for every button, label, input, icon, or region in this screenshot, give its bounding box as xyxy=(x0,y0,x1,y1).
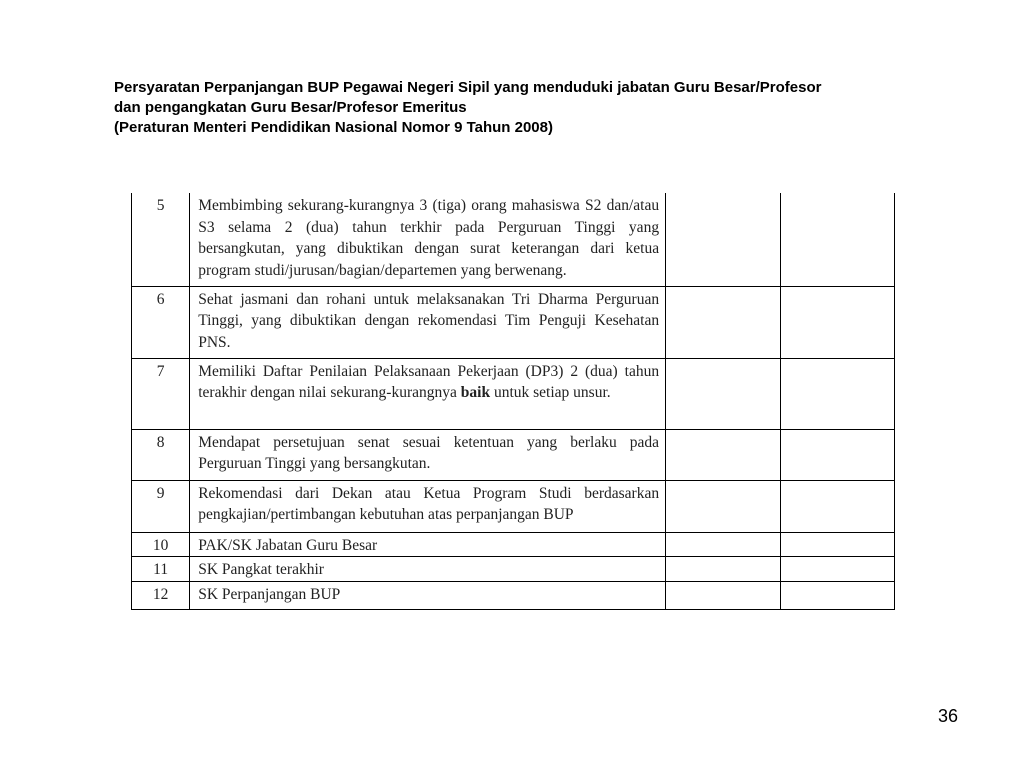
check-cell xyxy=(780,532,894,557)
row-number: 6 xyxy=(132,286,190,358)
check-cell xyxy=(780,557,894,582)
row-number: 10 xyxy=(132,532,190,557)
check-cell xyxy=(780,193,894,286)
table-row xyxy=(132,581,895,609)
table-row xyxy=(132,193,895,286)
check-cell xyxy=(666,532,780,557)
check-cell xyxy=(666,429,780,480)
row-text-part: Memiliki Daftar Penilaian Pelaksanaan Pekerjaan (DP3) 2 (dua) tahun terakhir dengan nilai sekurang-kurangnya xyxy=(198,362,660,401)
table-row xyxy=(132,480,895,532)
table-row xyxy=(132,557,895,582)
row-text-part: untuk setiap unsur. xyxy=(490,384,611,401)
check-cell xyxy=(780,581,894,609)
check-cell xyxy=(666,581,780,609)
table-row xyxy=(132,429,895,480)
row-description: Sehat jasmani dan rohani untuk melaksanakan Tri Dharma Perguruan Tinggi, yang dibuktikan dengan rekomendasi Tim Penguji Kesehatan PNS. xyxy=(190,286,666,358)
title-line-3: (Peraturan Menteri Pendidikan Nasional Nomor 9 Tahun 2008) xyxy=(114,119,553,136)
title-line-1: Persyaratan Perpanjangan BUP Pegawai Negeri Sipil yang menduduki jabatan Guru Besar/Profesor xyxy=(114,79,822,96)
check-cell xyxy=(666,557,780,582)
check-cell xyxy=(780,358,894,429)
check-cell xyxy=(666,193,780,286)
row-number: 12 xyxy=(132,581,190,609)
title-line-2: dan pengangkatan Guru Besar/Profesor Emeritus xyxy=(114,99,467,116)
table-row xyxy=(132,532,895,557)
row-description: SK Perpanjangan BUP xyxy=(190,581,666,609)
row-description: Rekomendasi dari Dekan atau Ketua Program Studi berdasarkan pengkajian/pertimbangan kebutuhan atas perpanjangan BUP xyxy=(190,480,666,532)
row-number: 7 xyxy=(132,358,190,429)
check-cell xyxy=(666,480,780,532)
slide-title xyxy=(114,78,954,138)
check-cell xyxy=(780,286,894,358)
row-number: 9 xyxy=(132,480,190,532)
row-number: 11 xyxy=(132,557,190,582)
row-description: PAK/SK Jabatan Guru Besar xyxy=(190,532,666,557)
table-row xyxy=(132,358,895,429)
row-description: Membimbing sekurang-kurangnya 3 (tiga) orang mahasiswa S2 dan/atau S3 selama 2 (dua) tahun terkhir pada Perguruan Tinggi yang bersangkutan, yang dibuktikan dengan surat keterangan dari ketua program studi/jurusan/bagian/departemen yang berwenang. xyxy=(190,193,666,286)
page-number: 36 xyxy=(938,706,959,726)
table-row xyxy=(132,286,895,358)
check-cell xyxy=(666,358,780,429)
requirements-table xyxy=(131,193,895,610)
row-text-bold: baik xyxy=(460,384,491,401)
row-description: SK Pangkat terakhir xyxy=(190,557,666,582)
check-cell xyxy=(780,429,894,480)
row-description xyxy=(190,358,666,429)
row-number: 5 xyxy=(132,193,190,286)
row-number: 8 xyxy=(132,429,190,480)
row-description: Mendapat persetujuan senat sesuai ketentuan yang berlaku pada Perguruan Tinggi yang bersangkutan. xyxy=(190,429,666,480)
check-cell xyxy=(666,286,780,358)
check-cell xyxy=(780,480,894,532)
